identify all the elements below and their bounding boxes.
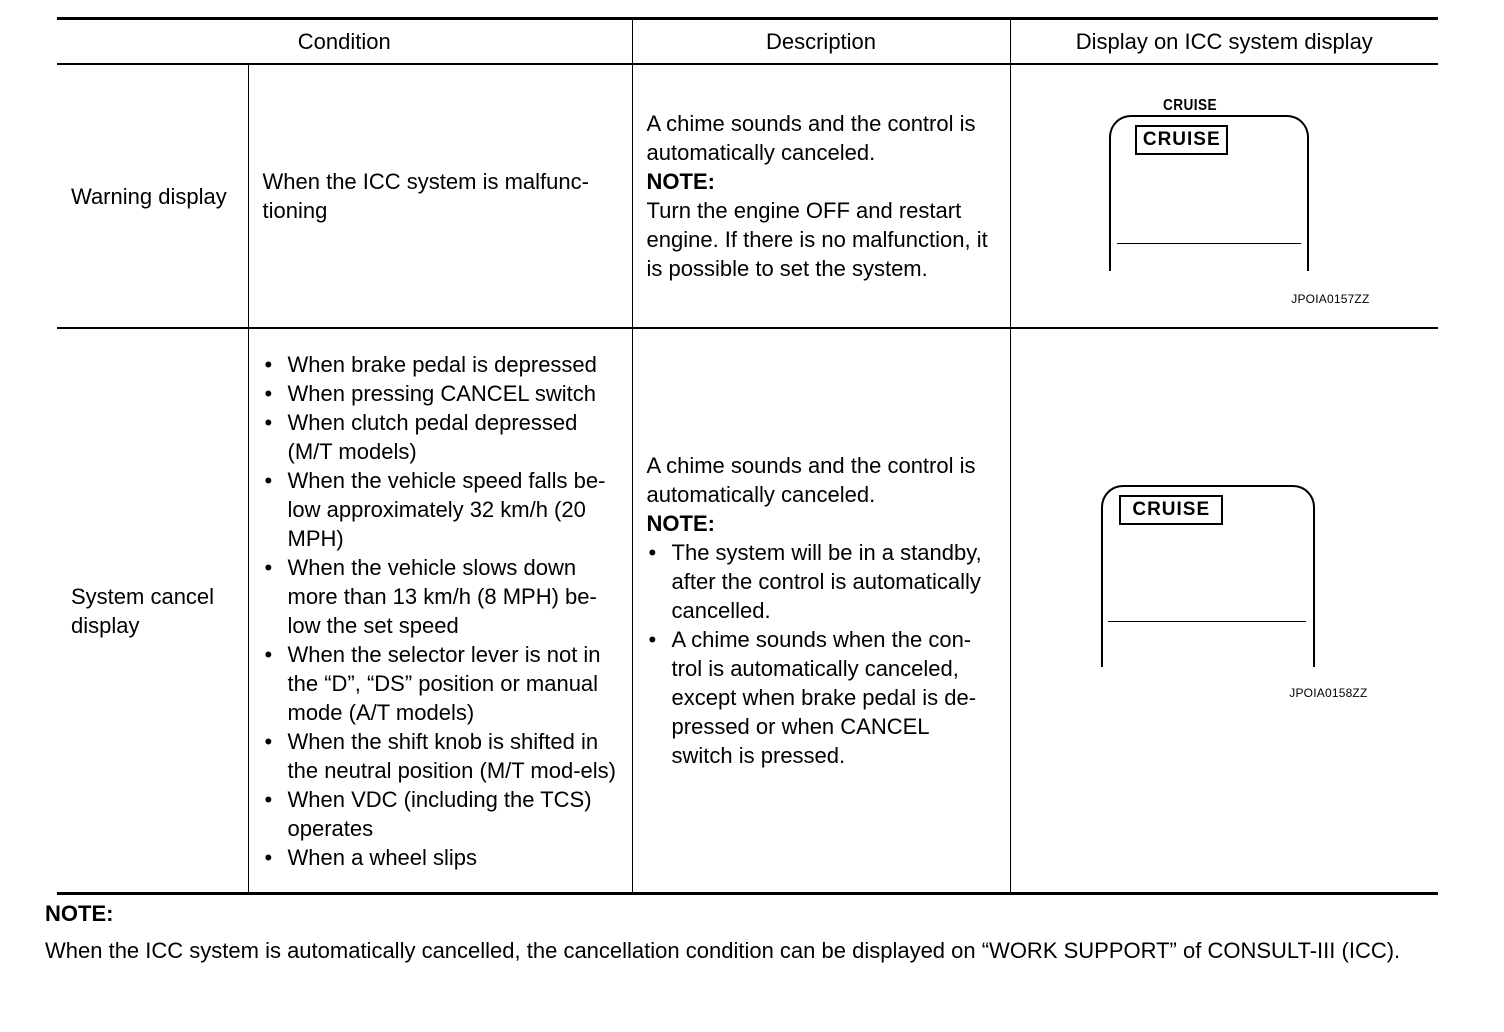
icc-display-table — [57, 17, 1438, 895]
warning-figure-cell — [1010, 64, 1438, 328]
display-divider-line — [1117, 243, 1301, 244]
cancel-description-intro: A chime sounds and the control is automatically canceled. — [646, 453, 976, 507]
list-item: • A chime sounds when the con-trol is automatically canceled, except when brake pedal is de-pressed or when CANCEL switch is pressed. — [647, 625, 996, 770]
footer-note-text: When the ICC system is automatically cancelled, the cancellation condition can be displayed on “WORK SUPPORT” of CONSULT-III (ICC). — [45, 938, 1401, 963]
row-title-warning-display: Warning display — [57, 64, 248, 328]
cancel-conditions-cell — [248, 328, 632, 894]
cancel-conditions-list — [263, 350, 618, 872]
table-row — [57, 64, 1438, 328]
header-display: Display on ICC system display — [1010, 19, 1438, 65]
list-item: • When the vehicle speed falls be-low approximately 32 km/h (20 MPH) — [263, 466, 618, 553]
warning-description-intro: A chime sounds and the control is automatically canceled. — [646, 111, 976, 165]
cancel-description-cell — [632, 328, 1010, 894]
list-item: • When the shift knob is shifted in the neutral position (M/T mod-els) — [263, 727, 618, 785]
cancel-figure-cell — [1010, 328, 1438, 894]
figure-code: JPOIA0157ZZ — [1291, 292, 1370, 306]
list-item: • When pressing CANCEL switch — [263, 379, 618, 408]
list-item: • When VDC (including the TCS) operates — [263, 785, 618, 843]
list-item: • When clutch pedal depressed (M/T models) — [263, 408, 618, 466]
warning-note-label: NOTE: — [646, 169, 715, 194]
list-item: • The system will be in a standby, after the control is automatically cancelled. — [647, 538, 996, 625]
footer-note — [45, 898, 1455, 966]
list-item: • When the vehicle slows down more than 13 km/h (8 MPH) be-low the set speed — [263, 553, 618, 640]
cruise-badge: CRUISE — [1119, 495, 1223, 525]
cancel-display-illustration — [1109, 485, 1368, 701]
warning-description-cell — [632, 64, 1010, 328]
header-condition: Condition — [57, 19, 632, 65]
row-title-system-cancel-display: System cancel display — [57, 328, 248, 894]
warning-display-illustration — [1109, 91, 1370, 306]
warning-cruise-indicator-label: CRUISE — [1163, 97, 1218, 114]
display-divider-line — [1108, 621, 1306, 622]
list-item: • When a wheel slips — [263, 843, 618, 872]
header-description: Description — [632, 19, 1010, 65]
list-item: • When brake pedal is depressed — [263, 350, 618, 379]
table-header-row — [57, 19, 1438, 65]
list-item: • When the selector lever is not in the “D”, “DS” position or manual mode (A/T models) — [263, 640, 618, 727]
figure-code: JPOIA0158ZZ — [1289, 685, 1368, 700]
cancel-note-list — [647, 538, 996, 770]
footer-note-label: NOTE: — [45, 901, 114, 926]
table-row — [57, 328, 1438, 894]
warning-condition-text: When the ICC system is malfunc- tioning — [248, 64, 632, 328]
cancel-note-label: NOTE: — [646, 511, 715, 536]
warning-note-text: Turn the engine OFF and restart engine. If there is no malfunction, it is possible to set the system. — [646, 198, 988, 281]
cruise-badge: CRUISE — [1135, 125, 1228, 155]
